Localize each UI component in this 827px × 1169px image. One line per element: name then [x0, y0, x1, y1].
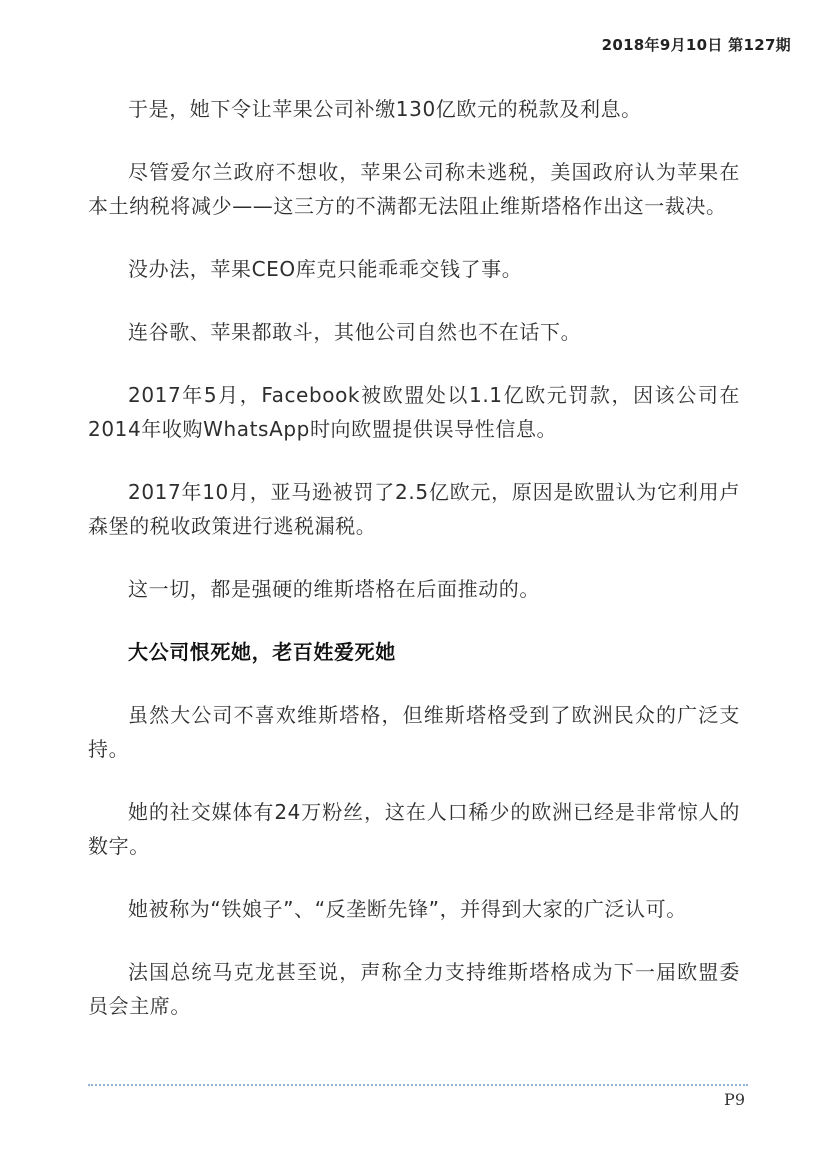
paragraph-11: 法国总统马克龙甚至说，声称全力支持维斯塔格成为下一届欧盟委员会主席。: [88, 960, 740, 1018]
issue-date-header: 2018年9月10日 第127期: [601, 36, 791, 54]
paragraph-2: 尽管爱尔兰政府不想收，苹果公司称未逃税，美国政府认为苹果在本土纳税将减少——这三方的不满都无法阻止维斯塔格作出这一裁决。: [88, 160, 740, 218]
paragraph-8: 虽然大公司不喜欢维斯塔格，但维斯塔格受到了欧洲民众的广泛支持。: [88, 703, 740, 761]
paragraph-7: 这一切，都是强硬的维斯塔格在后面推动的。: [128, 577, 540, 601]
article-body: [88, 92, 740, 1052]
paragraph-6: 2017年10月，亚马逊被罚了2.5亿欧元，原因是欧盟认为它利用卢森堡的税收政策进行逃税漏税。: [88, 480, 740, 538]
paragraph-1: 于是，她下令让苹果公司补缴130亿欧元的税款及利息。: [128, 97, 642, 121]
paragraph-4: 连谷歌、苹果都敢斗，其他公司自然也不在话下。: [128, 320, 582, 344]
paragraph-10: 她被称为“铁娘子”、“反垄断先锋”，并得到大家的广泛认可。: [128, 897, 687, 921]
paragraph-3: 没办法，苹果CEO库克只能乖乖交钱了事。: [128, 257, 523, 281]
page-number: P9: [724, 1090, 745, 1109]
paragraph-9: 她的社交媒体有24万粉丝，这在人口稀少的欧洲已经是非常惊人的数字。: [88, 800, 740, 858]
paragraph-5: 2017年5月，Facebook被欧盟处以1.1亿欧元罚款，因该公司在2014年收购WhatsApp时向欧盟提供误导性信息。: [88, 383, 740, 441]
section-heading: 大公司恨死她，老百姓爱死她: [128, 640, 396, 664]
footer-divider: [88, 1084, 748, 1086]
